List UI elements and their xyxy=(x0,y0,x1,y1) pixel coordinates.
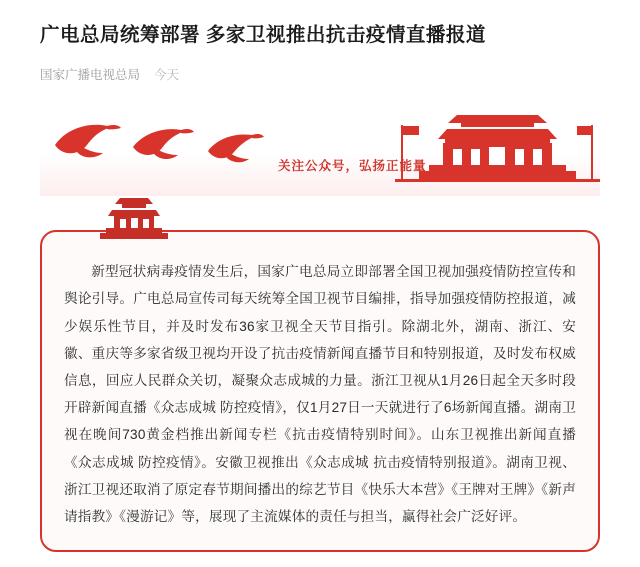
article-paragraph: 新型冠状病毒疫情发生后，国家广电总局立即部署全国卫视加强疫情防控宣传和舆论引导。广电总局宣传司每天统筹全国卫视节目编排，指导加强疫情防控报道，减少娱乐性节目，并及时发布36家卫视全天节目指引。除湖北外，湖南、浙江、安徽、重庆等多家省级卫视均开设了抗击疫情新闻直播节目和特别报道，及时发布权威信息，回应人民群众关切，凝聚众志成城的力量。浙江卫视从1月26日起全天多时段开辟新闻直播《众志成城 防控疫情》，仅1月27日一天就进行了6场新闻直播。湖南卫视在晚间730黄金档推出新闻专栏《抗击疫情特别时间》。山东卫视推出新闻直播《众志成城 防控疫情》。安徽卫视推出《众志成城 抗击疫情特别报道》。湖南卫视、浙江卫视还取消了原定春节期间播出的综艺节目《快乐大本营》《王牌对王牌》《新声请指教》《漫游记》等，展现了主流媒体的责任与担当，赢得社会广泛好评。 xyxy=(64,264,576,524)
red-monument-icon xyxy=(98,198,170,240)
byline xyxy=(40,65,600,83)
article-header xyxy=(0,0,640,83)
article-body-wrapper xyxy=(40,196,600,564)
article-body-card xyxy=(40,230,600,552)
article-source: 国家广播电视总局 xyxy=(40,68,141,83)
dove-icon xyxy=(44,109,274,179)
banner-slogan: 关注公众号，弘扬正能量 xyxy=(278,159,427,174)
page-title: 广电总局统筹部署 多家卫视推出抗击疫情直播报道 xyxy=(40,24,486,46)
tiananmen-gate-icon xyxy=(395,109,600,187)
banner-underline xyxy=(40,187,600,190)
article-date: 今天 xyxy=(154,68,180,83)
decorative-banner xyxy=(40,101,600,196)
bottom-spacer xyxy=(40,552,600,564)
